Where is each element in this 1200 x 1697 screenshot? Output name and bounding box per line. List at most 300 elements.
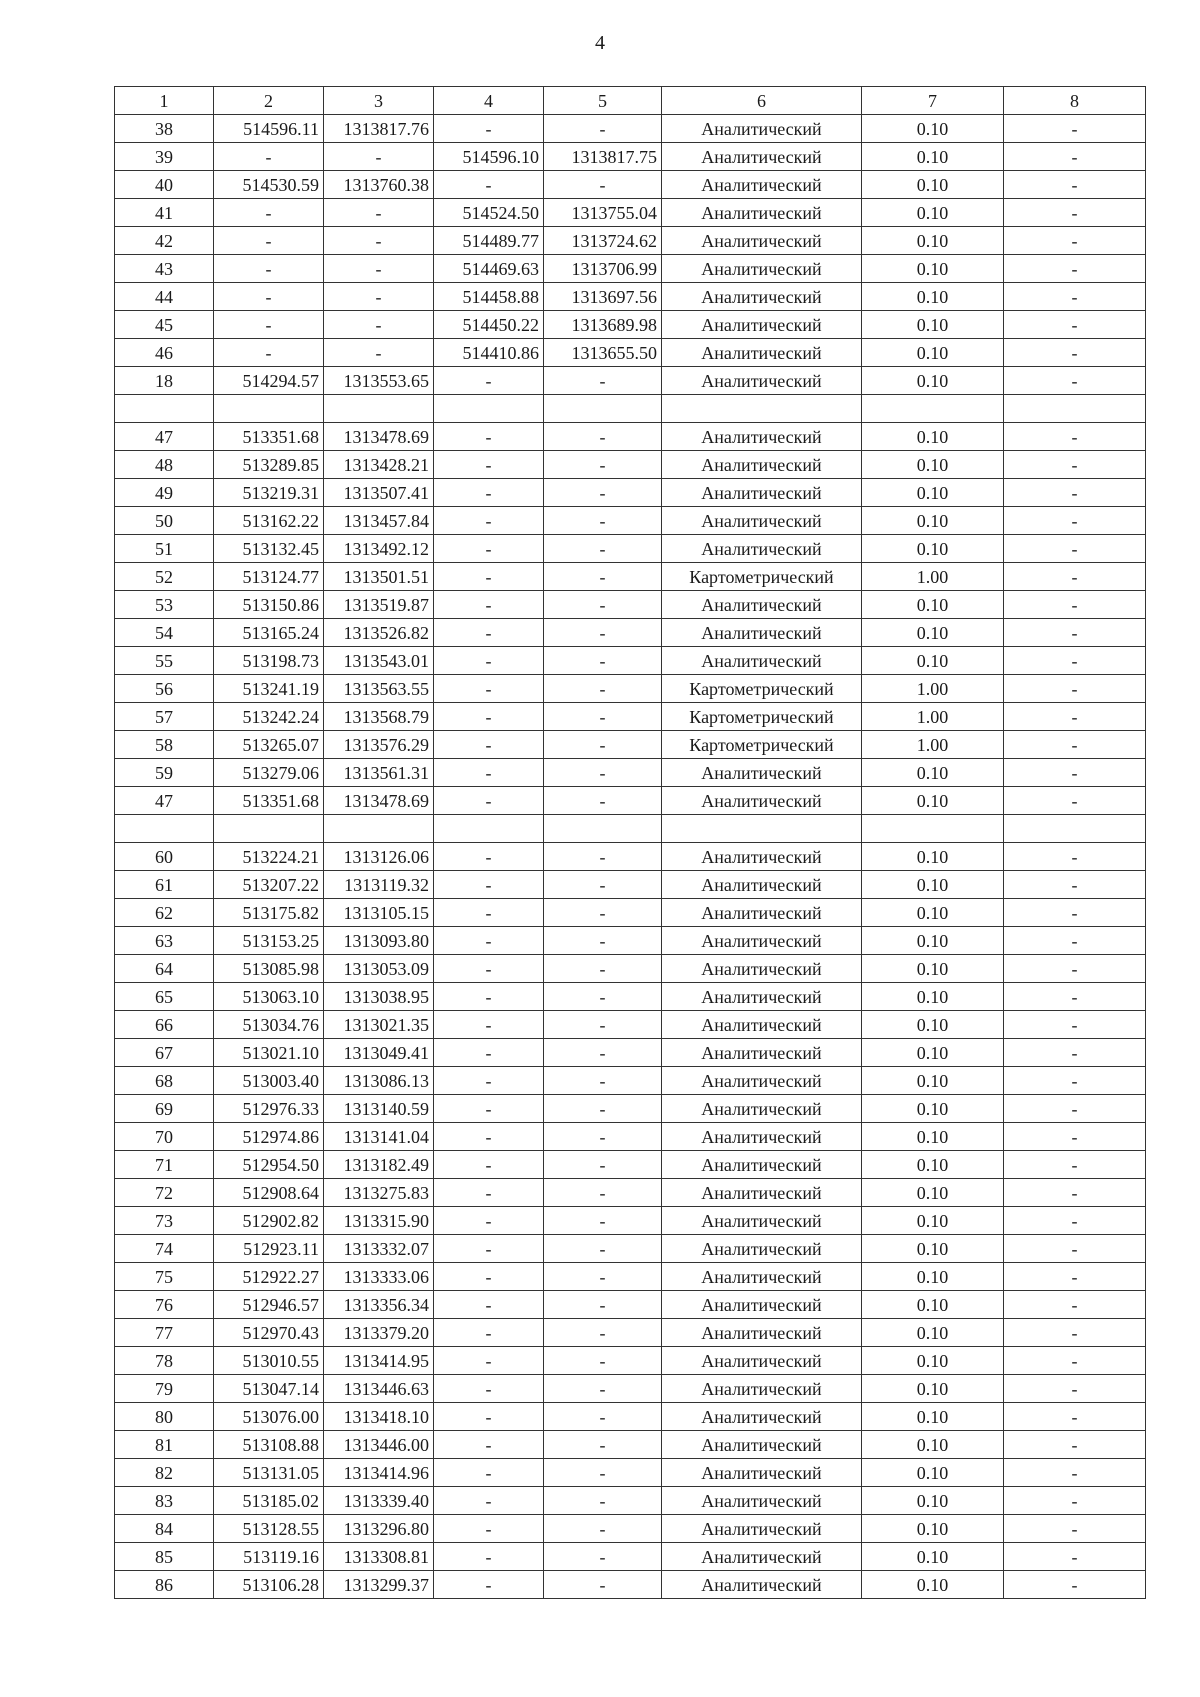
table-row	[115, 1039, 1146, 1067]
y-coordinate-cell: 1313308.81	[324, 1543, 434, 1571]
accuracy-cell: 0.10	[862, 507, 1004, 535]
point-number-cell: 51	[115, 535, 214, 563]
method-cell: Аналитический	[662, 1039, 862, 1067]
y-coordinate-alt-cell: -	[544, 1123, 662, 1151]
x-coordinate-cell: -	[214, 255, 324, 283]
x-coordinate-cell: 512976.33	[214, 1095, 324, 1123]
method-cell: Аналитический	[662, 1151, 862, 1179]
y-coordinate-cell: 1313093.80	[324, 927, 434, 955]
x-coordinate-cell: 513241.19	[214, 675, 324, 703]
method-cell: Аналитический	[662, 759, 862, 787]
x-coordinate-alt-cell: -	[434, 1319, 544, 1347]
method-cell: Аналитический	[662, 843, 862, 871]
y-coordinate-alt-cell: 1313706.99	[544, 255, 662, 283]
y-coordinate-alt-cell: -	[544, 563, 662, 591]
x-coordinate-cell: 513207.22	[214, 871, 324, 899]
method-cell: Аналитический	[662, 1291, 862, 1319]
x-coordinate-alt-cell: -	[434, 1123, 544, 1151]
table-row	[115, 1207, 1146, 1235]
y-coordinate-alt-cell: -	[544, 1571, 662, 1599]
y-coordinate-cell: 1313501.51	[324, 563, 434, 591]
accuracy-cell: 0.10	[862, 927, 1004, 955]
note-cell	[1004, 395, 1146, 423]
accuracy-cell: 0.10	[862, 1011, 1004, 1039]
y-coordinate-cell: 1313038.95	[324, 983, 434, 1011]
y-coordinate-cell: -	[324, 339, 434, 367]
method-cell: Аналитический	[662, 227, 862, 255]
point-number-cell: 60	[115, 843, 214, 871]
accuracy-cell: 0.10	[862, 955, 1004, 983]
method-cell: Аналитический	[662, 1431, 862, 1459]
point-number-cell: 38	[115, 115, 214, 143]
accuracy-cell: 0.10	[862, 283, 1004, 311]
method-cell: Аналитический	[662, 1235, 862, 1263]
y-coordinate-cell: 1313141.04	[324, 1123, 434, 1151]
note-cell: -	[1004, 311, 1146, 339]
point-number-cell: 62	[115, 899, 214, 927]
x-coordinate-cell: 512922.27	[214, 1263, 324, 1291]
point-number-cell: 64	[115, 955, 214, 983]
note-cell: -	[1004, 899, 1146, 927]
x-coordinate-alt-cell: -	[434, 1487, 544, 1515]
note-cell: -	[1004, 199, 1146, 227]
note-cell: -	[1004, 675, 1146, 703]
note-cell	[1004, 815, 1146, 843]
note-cell: -	[1004, 1375, 1146, 1403]
point-number-cell: 80	[115, 1403, 214, 1431]
point-number-cell: 55	[115, 647, 214, 675]
method-cell: Аналитический	[662, 311, 862, 339]
y-coordinate-alt-cell: -	[544, 451, 662, 479]
point-number-cell: 82	[115, 1459, 214, 1487]
x-coordinate-alt-cell: -	[434, 423, 544, 451]
x-coordinate-cell: 513289.85	[214, 451, 324, 479]
point-number-cell: 67	[115, 1039, 214, 1067]
table-row	[115, 1403, 1146, 1431]
x-coordinate-alt-cell: -	[434, 703, 544, 731]
method-cell: Аналитический	[662, 1571, 862, 1599]
y-coordinate-alt-cell: -	[544, 1291, 662, 1319]
note-cell: -	[1004, 759, 1146, 787]
y-coordinate-alt-cell: -	[544, 1263, 662, 1291]
accuracy-cell: 0.10	[862, 451, 1004, 479]
y-coordinate-cell: -	[324, 199, 434, 227]
y-coordinate-cell: 1313418.10	[324, 1403, 434, 1431]
method-cell: Аналитический	[662, 871, 862, 899]
y-coordinate-alt-cell: 1313755.04	[544, 199, 662, 227]
table-row	[115, 423, 1146, 451]
x-coordinate-cell: 513224.21	[214, 843, 324, 871]
accuracy-cell: 0.10	[862, 647, 1004, 675]
x-coordinate-cell: 513076.00	[214, 1403, 324, 1431]
table-row	[115, 647, 1146, 675]
note-cell: -	[1004, 1095, 1146, 1123]
y-coordinate-alt-cell: -	[544, 535, 662, 563]
accuracy-cell: 0.10	[862, 1067, 1004, 1095]
accuracy-cell: 0.10	[862, 115, 1004, 143]
x-coordinate-alt-cell: 514458.88	[434, 283, 544, 311]
y-coordinate-alt-cell: -	[544, 367, 662, 395]
x-coordinate-alt-cell: -	[434, 1403, 544, 1431]
y-coordinate-cell: 1313140.59	[324, 1095, 434, 1123]
y-coordinate-cell: 1313817.76	[324, 115, 434, 143]
point-number-cell: 40	[115, 171, 214, 199]
accuracy-cell: 0.10	[862, 1179, 1004, 1207]
accuracy-cell: 0.10	[862, 1235, 1004, 1263]
y-coordinate-alt-cell: -	[544, 1543, 662, 1571]
x-coordinate-alt-cell: -	[434, 367, 544, 395]
point-number-cell: 75	[115, 1263, 214, 1291]
x-coordinate-cell: 513063.10	[214, 983, 324, 1011]
method-cell: Картометрический	[662, 731, 862, 759]
y-coordinate-alt-cell: -	[544, 1459, 662, 1487]
y-coordinate-cell: 1313339.40	[324, 1487, 434, 1515]
x-coordinate-cell: -	[214, 199, 324, 227]
note-cell: -	[1004, 871, 1146, 899]
x-coordinate-alt-cell: -	[434, 1151, 544, 1179]
y-coordinate-cell: 1313053.09	[324, 955, 434, 983]
point-number-cell: 42	[115, 227, 214, 255]
y-coordinate-cell: 1313507.41	[324, 479, 434, 507]
y-coordinate-alt-cell: -	[544, 927, 662, 955]
note-cell: -	[1004, 983, 1146, 1011]
note-cell: -	[1004, 1319, 1146, 1347]
accuracy-cell: 0.10	[862, 1039, 1004, 1067]
point-number-cell: 85	[115, 1543, 214, 1571]
y-coordinate-cell: 1313519.87	[324, 591, 434, 619]
accuracy-cell: 0.10	[862, 1207, 1004, 1235]
y-coordinate-cell: 1313414.96	[324, 1459, 434, 1487]
method-cell: Аналитический	[662, 339, 862, 367]
x-coordinate-alt-cell: -	[434, 1347, 544, 1375]
accuracy-cell: 0.10	[862, 339, 1004, 367]
y-coordinate-cell: 1313333.06	[324, 1263, 434, 1291]
note-cell: -	[1004, 1235, 1146, 1263]
accuracy-cell: 0.10	[862, 787, 1004, 815]
note-cell: -	[1004, 1291, 1146, 1319]
y-coordinate-alt-cell: -	[544, 591, 662, 619]
y-coordinate-cell: 1313478.69	[324, 787, 434, 815]
column-header: 4	[434, 87, 544, 115]
note-cell: -	[1004, 423, 1146, 451]
x-coordinate-cell: -	[214, 339, 324, 367]
x-coordinate-alt-cell	[434, 815, 544, 843]
y-coordinate-alt-cell: -	[544, 1347, 662, 1375]
x-coordinate-alt-cell: -	[434, 843, 544, 871]
accuracy-cell: 0.10	[862, 1571, 1004, 1599]
note-cell: -	[1004, 479, 1146, 507]
x-coordinate-alt-cell: -	[434, 619, 544, 647]
table-row	[115, 703, 1146, 731]
note-cell: -	[1004, 955, 1146, 983]
point-number-cell: 76	[115, 1291, 214, 1319]
accuracy-cell: 0.10	[862, 1319, 1004, 1347]
method-cell: Аналитический	[662, 1207, 862, 1235]
point-number-cell: 47	[115, 423, 214, 451]
x-coordinate-alt-cell: -	[434, 899, 544, 927]
y-coordinate-alt-cell: -	[544, 507, 662, 535]
column-header: 5	[544, 87, 662, 115]
method-cell: Аналитический	[662, 423, 862, 451]
point-number-cell: 52	[115, 563, 214, 591]
y-coordinate-alt-cell: -	[544, 1487, 662, 1515]
x-coordinate-cell: 512974.86	[214, 1123, 324, 1151]
note-cell: -	[1004, 1431, 1146, 1459]
table-row	[115, 1095, 1146, 1123]
point-number-cell: 61	[115, 871, 214, 899]
y-coordinate-cell: 1313446.63	[324, 1375, 434, 1403]
y-coordinate-alt-cell: -	[544, 619, 662, 647]
note-cell: -	[1004, 703, 1146, 731]
y-coordinate-cell	[324, 815, 434, 843]
y-coordinate-alt-cell: 1313697.56	[544, 283, 662, 311]
y-coordinate-alt-cell: 1313655.50	[544, 339, 662, 367]
accuracy-cell: 0.10	[862, 899, 1004, 927]
point-number-cell: 70	[115, 1123, 214, 1151]
note-cell: -	[1004, 1039, 1146, 1067]
note-cell: -	[1004, 283, 1146, 311]
method-cell: Аналитический	[662, 619, 862, 647]
y-coordinate-alt-cell: -	[544, 1151, 662, 1179]
y-coordinate-alt-cell: -	[544, 1179, 662, 1207]
table-row	[115, 843, 1146, 871]
method-cell: Аналитический	[662, 1487, 862, 1515]
point-number-cell: 54	[115, 619, 214, 647]
x-coordinate-alt-cell: -	[434, 479, 544, 507]
accuracy-cell: 0.10	[862, 171, 1004, 199]
x-coordinate-cell: 513003.40	[214, 1067, 324, 1095]
x-coordinate-cell: 513153.25	[214, 927, 324, 955]
method-cell: Аналитический	[662, 1375, 862, 1403]
note-cell: -	[1004, 367, 1146, 395]
y-coordinate-alt-cell: -	[544, 1207, 662, 1235]
point-number-cell: 18	[115, 367, 214, 395]
method-cell: Аналитический	[662, 1403, 862, 1431]
method-cell: Аналитический	[662, 507, 862, 535]
y-coordinate-cell: 1313563.55	[324, 675, 434, 703]
x-coordinate-alt-cell: -	[434, 787, 544, 815]
y-coordinate-cell: 1313296.80	[324, 1515, 434, 1543]
table-row	[115, 1515, 1146, 1543]
method-cell: Аналитический	[662, 283, 862, 311]
x-coordinate-alt-cell: -	[434, 451, 544, 479]
table-row	[115, 507, 1146, 535]
x-coordinate-alt-cell: -	[434, 927, 544, 955]
method-cell: Аналитический	[662, 955, 862, 983]
x-coordinate-alt-cell: -	[434, 759, 544, 787]
accuracy-cell: 0.10	[862, 1431, 1004, 1459]
table-row	[115, 1319, 1146, 1347]
x-coordinate-alt-cell: -	[434, 675, 544, 703]
accuracy-cell: 0.10	[862, 871, 1004, 899]
x-coordinate-alt-cell: -	[434, 1571, 544, 1599]
column-header: 1	[115, 87, 214, 115]
method-cell	[662, 815, 862, 843]
x-coordinate-cell: 513162.22	[214, 507, 324, 535]
y-coordinate-cell: 1313049.41	[324, 1039, 434, 1067]
page-number: 4	[595, 32, 605, 54]
y-coordinate-cell: 1313561.31	[324, 759, 434, 787]
column-header: 2	[214, 87, 324, 115]
note-cell: -	[1004, 1067, 1146, 1095]
x-coordinate-cell: 512954.50	[214, 1151, 324, 1179]
point-number-cell: 43	[115, 255, 214, 283]
note-cell: -	[1004, 1515, 1146, 1543]
method-cell: Аналитический	[662, 1123, 862, 1151]
y-coordinate-alt-cell: -	[544, 983, 662, 1011]
point-number-cell: 83	[115, 1487, 214, 1515]
point-number-cell: 59	[115, 759, 214, 787]
coordinates-table	[114, 86, 1146, 1599]
accuracy-cell: 0.10	[862, 1543, 1004, 1571]
y-coordinate-cell: 1313414.95	[324, 1347, 434, 1375]
accuracy-cell: 0.10	[862, 1263, 1004, 1291]
x-coordinate-cell: 513108.88	[214, 1431, 324, 1459]
x-coordinate-alt-cell: -	[434, 647, 544, 675]
note-cell: -	[1004, 451, 1146, 479]
y-coordinate-cell: 1313105.15	[324, 899, 434, 927]
x-coordinate-cell: 513219.31	[214, 479, 324, 507]
table-row	[115, 283, 1146, 311]
point-number-cell: 74	[115, 1235, 214, 1263]
table-row	[115, 955, 1146, 983]
table-row	[115, 563, 1146, 591]
table-row	[115, 535, 1146, 563]
y-coordinate-alt-cell: -	[544, 955, 662, 983]
y-coordinate-alt-cell: -	[544, 1011, 662, 1039]
x-coordinate-alt-cell: -	[434, 1263, 544, 1291]
column-header: 3	[324, 87, 434, 115]
accuracy-cell: 0.10	[862, 1487, 1004, 1515]
point-number-cell: 72	[115, 1179, 214, 1207]
y-coordinate-alt-cell: -	[544, 703, 662, 731]
accuracy-cell: 0.10	[862, 983, 1004, 1011]
x-coordinate-alt-cell: -	[434, 1179, 544, 1207]
y-coordinate-alt-cell: -	[544, 675, 662, 703]
y-coordinate-alt-cell: 1313724.62	[544, 227, 662, 255]
point-number-cell: 49	[115, 479, 214, 507]
method-cell: Аналитический	[662, 647, 862, 675]
x-coordinate-alt-cell: 514524.50	[434, 199, 544, 227]
accuracy-cell: 0.10	[862, 1459, 1004, 1487]
y-coordinate-cell: 1313543.01	[324, 647, 434, 675]
note-cell: -	[1004, 787, 1146, 815]
y-coordinate-cell: -	[324, 227, 434, 255]
x-coordinate-alt-cell: 514469.63	[434, 255, 544, 283]
y-coordinate-alt-cell: -	[544, 899, 662, 927]
y-coordinate-alt-cell: -	[544, 647, 662, 675]
y-coordinate-alt-cell: -	[544, 843, 662, 871]
accuracy-cell: 0.10	[862, 479, 1004, 507]
accuracy-cell: 0.10	[862, 535, 1004, 563]
x-coordinate-alt-cell: -	[434, 591, 544, 619]
y-coordinate-cell: 1313086.13	[324, 1067, 434, 1095]
x-coordinate-alt-cell: -	[434, 1459, 544, 1487]
accuracy-cell: 0.10	[862, 1375, 1004, 1403]
y-coordinate-cell: 1313119.32	[324, 871, 434, 899]
table-row	[115, 1431, 1146, 1459]
y-coordinate-cell	[324, 395, 434, 423]
x-coordinate-alt-cell: -	[434, 1011, 544, 1039]
accuracy-cell: 0.10	[862, 759, 1004, 787]
table-row	[115, 787, 1146, 815]
method-cell: Аналитический	[662, 787, 862, 815]
x-coordinate-cell: 513131.05	[214, 1459, 324, 1487]
y-coordinate-cell: 1313332.07	[324, 1235, 434, 1263]
x-coordinate-alt-cell: -	[434, 1095, 544, 1123]
point-number-cell: 47	[115, 787, 214, 815]
x-coordinate-cell: 513150.86	[214, 591, 324, 619]
point-number-cell: 63	[115, 927, 214, 955]
table-row	[115, 143, 1146, 171]
y-coordinate-alt-cell: -	[544, 787, 662, 815]
y-coordinate-cell: 1313457.84	[324, 507, 434, 535]
y-coordinate-alt-cell: -	[544, 1375, 662, 1403]
table-row	[115, 815, 1146, 843]
x-coordinate-alt-cell	[434, 395, 544, 423]
accuracy-cell: 0.10	[862, 619, 1004, 647]
note-cell: -	[1004, 535, 1146, 563]
note-cell: -	[1004, 1151, 1146, 1179]
accuracy-cell: 0.10	[862, 199, 1004, 227]
method-cell: Аналитический	[662, 1011, 862, 1039]
x-coordinate-alt-cell: -	[434, 507, 544, 535]
table-row	[115, 1011, 1146, 1039]
point-number-cell: 69	[115, 1095, 214, 1123]
table-row	[115, 199, 1146, 227]
x-coordinate-cell: 513119.16	[214, 1543, 324, 1571]
table-row	[115, 1263, 1146, 1291]
y-coordinate-alt-cell: -	[544, 479, 662, 507]
x-coordinate-cell	[214, 815, 324, 843]
y-coordinate-alt-cell: -	[544, 1319, 662, 1347]
method-cell: Аналитический	[662, 1179, 862, 1207]
table-row	[115, 1235, 1146, 1263]
y-coordinate-cell: 1313553.65	[324, 367, 434, 395]
method-cell: Аналитический	[662, 367, 862, 395]
note-cell: -	[1004, 1487, 1146, 1515]
x-coordinate-alt-cell: -	[434, 1067, 544, 1095]
note-cell: -	[1004, 339, 1146, 367]
y-coordinate-cell: 1313379.20	[324, 1319, 434, 1347]
table-header-row	[115, 87, 1146, 115]
table-row	[115, 1375, 1146, 1403]
note-cell: -	[1004, 171, 1146, 199]
point-number-cell: 58	[115, 731, 214, 759]
table-row	[115, 731, 1146, 759]
table-row	[115, 1571, 1146, 1599]
column-header: 8	[1004, 87, 1146, 115]
x-coordinate-alt-cell: -	[434, 1375, 544, 1403]
method-cell: Аналитический	[662, 1319, 862, 1347]
method-cell: Аналитический	[662, 171, 862, 199]
point-number-cell: 45	[115, 311, 214, 339]
point-number-cell: 84	[115, 1515, 214, 1543]
note-cell: -	[1004, 1543, 1146, 1571]
y-coordinate-cell: 1313446.00	[324, 1431, 434, 1459]
accuracy-cell: 0.10	[862, 143, 1004, 171]
method-cell: Аналитический	[662, 1543, 862, 1571]
point-number-cell: 46	[115, 339, 214, 367]
accuracy-cell: 0.10	[862, 1151, 1004, 1179]
method-cell: Аналитический	[662, 1515, 862, 1543]
accuracy-cell: 0.10	[862, 1515, 1004, 1543]
y-coordinate-alt-cell: -	[544, 759, 662, 787]
method-cell: Аналитический	[662, 115, 862, 143]
x-coordinate-alt-cell: -	[434, 1235, 544, 1263]
x-coordinate-cell: 513185.02	[214, 1487, 324, 1515]
table-row	[115, 1123, 1146, 1151]
